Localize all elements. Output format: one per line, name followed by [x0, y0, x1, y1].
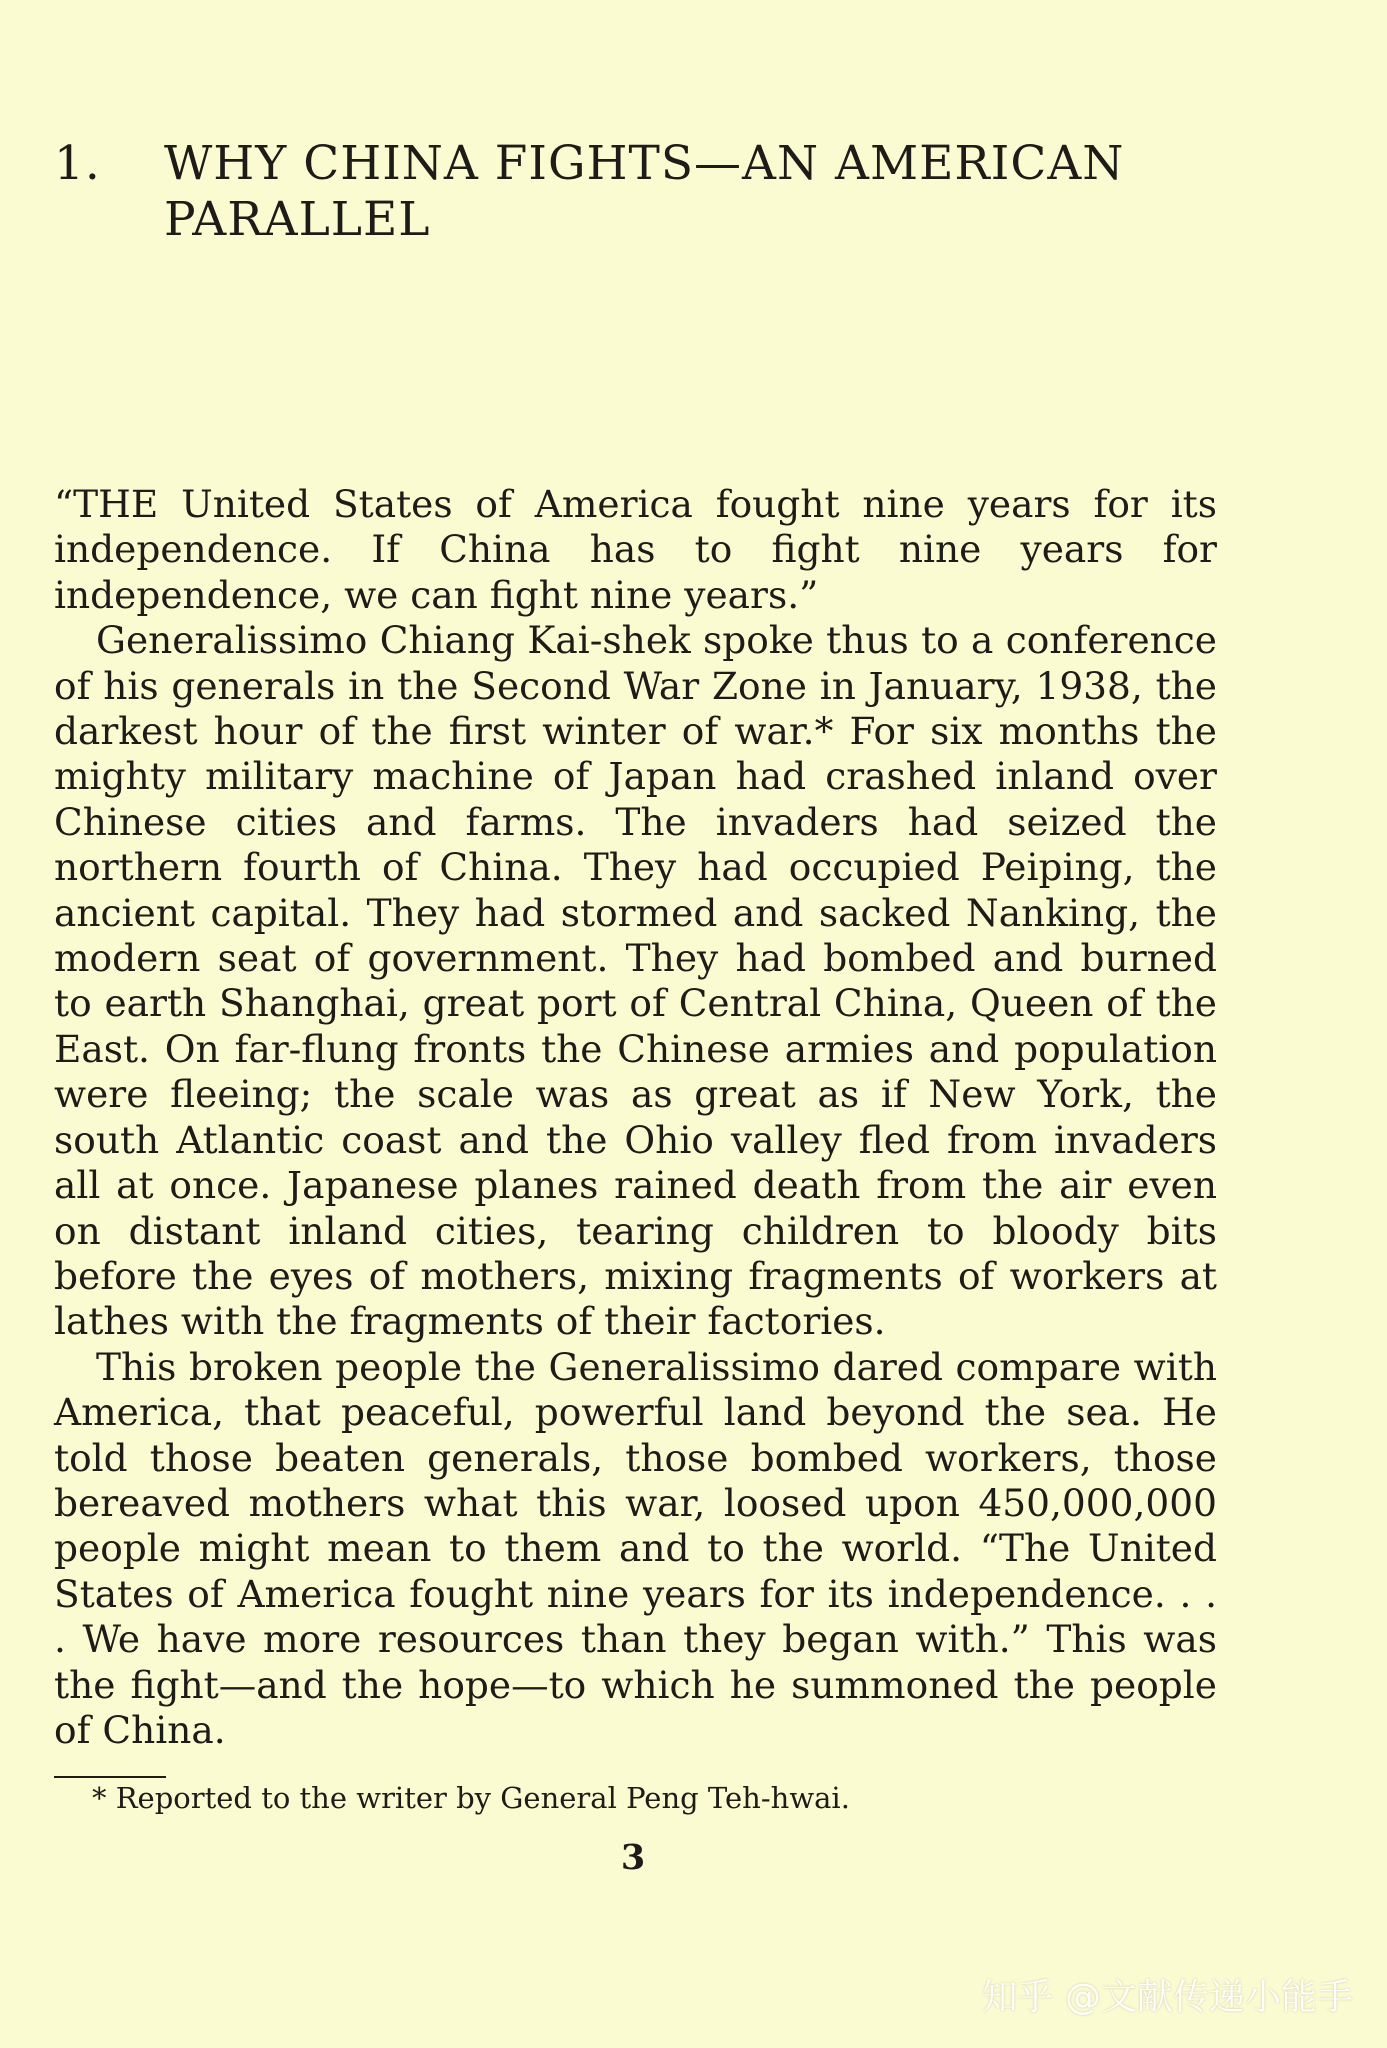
paragraph-1: “THE United States of America fought nine years for its independence. If China has to fight nine years for independence, we can fight nine years.”: [54, 482, 1217, 617]
chapter-title: WHY CHINA FIGHTS—AN AMERICAN PARALLEL: [164, 136, 1125, 247]
page-number: 3: [620, 1837, 646, 1878]
body-text: [54, 482, 1217, 1753]
footnote: * Reported to the writer by General Peng Teh-hwai.: [92, 1781, 850, 1815]
chapter-number: 1.: [54, 136, 101, 191]
watermark: 知乎 @文献传递小能手: [981, 1977, 1353, 2018]
paragraph-3: This broken people the Generalissimo dared compare with America, that peaceful, powerful land beyond the sea. He told those beaten generals, those bombed workers, those bereaved mothers what this war, loosed upon 450,000,000 people might mean to them and to the world. “The United States of America fought nine years for its independence. . . . We have more resources than they began with.” This was the fight—and the hope—to which he summoned the people of China.: [54, 1344, 1217, 1752]
paragraph-2: Generalissimo Chiang Kai-shek spoke thus to a conference of his generals in the Second War Zone in January, 1938, the darkest hour of the first winter of war.* For six months the mighty military machine of Japan had crashed inland over Chinese cities and farms. The invaders had seized the northern fourth of China. They had occupied Peiping, the ancient capital. They had stormed and sacked Nanking, the modern seat of government. They had bombed and burned to earth Shanghai, great port of Central China, Queen of the East. On far-flung fronts the Chinese armies and population were fleeing; the scale was as great as if New York, the south Atlantic coast and the Ohio valley fled from invaders all at once. Japanese planes rained death from the air even on distant inland cities, tearing children to bloody bits before the eyes of mothers, mixing fragments of workers at lathes with the fragments of their factories.: [54, 618, 1217, 1344]
